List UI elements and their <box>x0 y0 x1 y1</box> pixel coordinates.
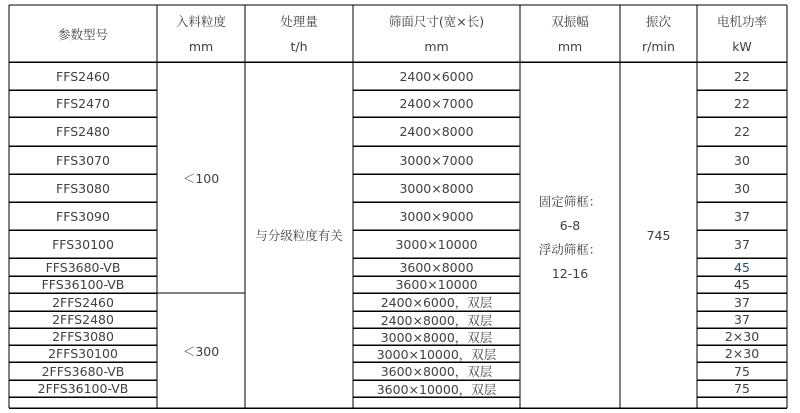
header-cell <box>697 5 787 62</box>
header-unit: mm <box>557 39 583 54</box>
header-cell <box>245 5 353 62</box>
frequency-cell: 745 <box>646 227 671 243</box>
header-cell <box>353 5 520 62</box>
header-unit: r/min <box>642 39 675 54</box>
model-cell: FFS2480 <box>56 124 110 139</box>
size-cell: 3000×9000 <box>399 208 474 224</box>
power-cell: 22 <box>734 96 750 111</box>
model-cell: 2FFS2460 <box>52 294 114 310</box>
power-cell: 22 <box>734 68 750 84</box>
size-cell: 3000×7000 <box>399 152 474 168</box>
header-name: 筛面尺寸(宽×长) <box>388 14 485 29</box>
model-cell: 2FFS36100-VB <box>37 381 129 396</box>
header-cell <box>157 5 245 62</box>
power-cell: 2×30 <box>724 346 760 361</box>
power-cell: 2×30 <box>724 329 760 344</box>
power-cell: 45 <box>734 259 750 275</box>
header-model: 参数型号 <box>57 26 108 42</box>
header-name: 入料粒度 <box>175 14 226 29</box>
amplitude-cell <box>520 62 620 408</box>
capacity-cell: 与分级粒度有关 <box>255 228 343 243</box>
power-cell: 22 <box>734 124 750 139</box>
amplitude-line: 12-16 <box>551 266 589 281</box>
header-cell <box>620 5 697 62</box>
size-cell: 3000×10000 <box>395 236 478 252</box>
power-cell: 37 <box>734 236 750 252</box>
size-cell: 3000×8000 <box>399 180 474 196</box>
model-cell: 2FFS2480 <box>52 312 114 327</box>
size-cell: 3600×8000，双层 <box>380 364 493 379</box>
size-cell: 3000×10000，双层 <box>376 346 497 362</box>
power-cell: 75 <box>734 381 750 396</box>
model-cell: 2FFS30100 <box>48 346 118 361</box>
model-cell: FFS2470 <box>56 96 110 111</box>
header-name: 电机功率 <box>716 14 767 29</box>
header-cell <box>520 5 620 62</box>
model-cell: FFS3080 <box>56 180 110 196</box>
header-unit: mm <box>424 39 449 54</box>
power-cell: 37 <box>734 312 750 327</box>
size-cell: 3600×8000 <box>399 259 474 275</box>
model-cell: FFS3090 <box>56 208 110 224</box>
size-cell: 2400×7000 <box>399 96 474 111</box>
power-cell: 37 <box>734 208 750 224</box>
feed-size-cell: ＜100 <box>182 170 220 186</box>
size-cell: 2400×6000，双层 <box>380 295 493 310</box>
header-unit: t/h <box>290 39 308 54</box>
size-cell: 3600×10000，双层 <box>376 381 497 397</box>
model-cell: FFS36100-VB <box>41 277 125 292</box>
power-cell: 37 <box>734 294 750 310</box>
model-cell: FFS3070 <box>56 152 110 168</box>
model-cell: 2FFS3080 <box>52 329 114 344</box>
model-cell: 2FFS3680-VB <box>41 363 125 379</box>
size-cell: 2400×8000 <box>399 124 474 139</box>
model-cell: FFS3680-VB <box>45 259 121 275</box>
size-cell: 2400×6000 <box>399 68 474 84</box>
amplitude-line: 浮动筛框： <box>538 242 602 257</box>
feed-size-cell: ＜300 <box>182 343 220 359</box>
amplitude-line: 固定筛框： <box>538 194 602 209</box>
size-cell: 3000×8000，双层 <box>380 329 493 345</box>
header-unit: mm <box>188 39 214 54</box>
power-cell: 30 <box>734 180 750 196</box>
size-cell: 2400×8000，双层 <box>380 312 493 328</box>
amplitude-line: 6-8 <box>559 218 581 233</box>
power-cell: 30 <box>734 152 750 168</box>
header-unit: kW <box>732 39 752 54</box>
header-name: 双振幅 <box>551 14 589 29</box>
header-name: 振次 <box>645 14 671 29</box>
model-cell: FFS2460 <box>56 68 110 84</box>
header-name: 处理量 <box>280 14 318 29</box>
model-cell: FFS30100 <box>52 236 114 252</box>
size-cell: 3600×10000 <box>395 277 478 292</box>
power-cell: 45 <box>734 277 750 292</box>
power-cell: 75 <box>734 363 750 379</box>
